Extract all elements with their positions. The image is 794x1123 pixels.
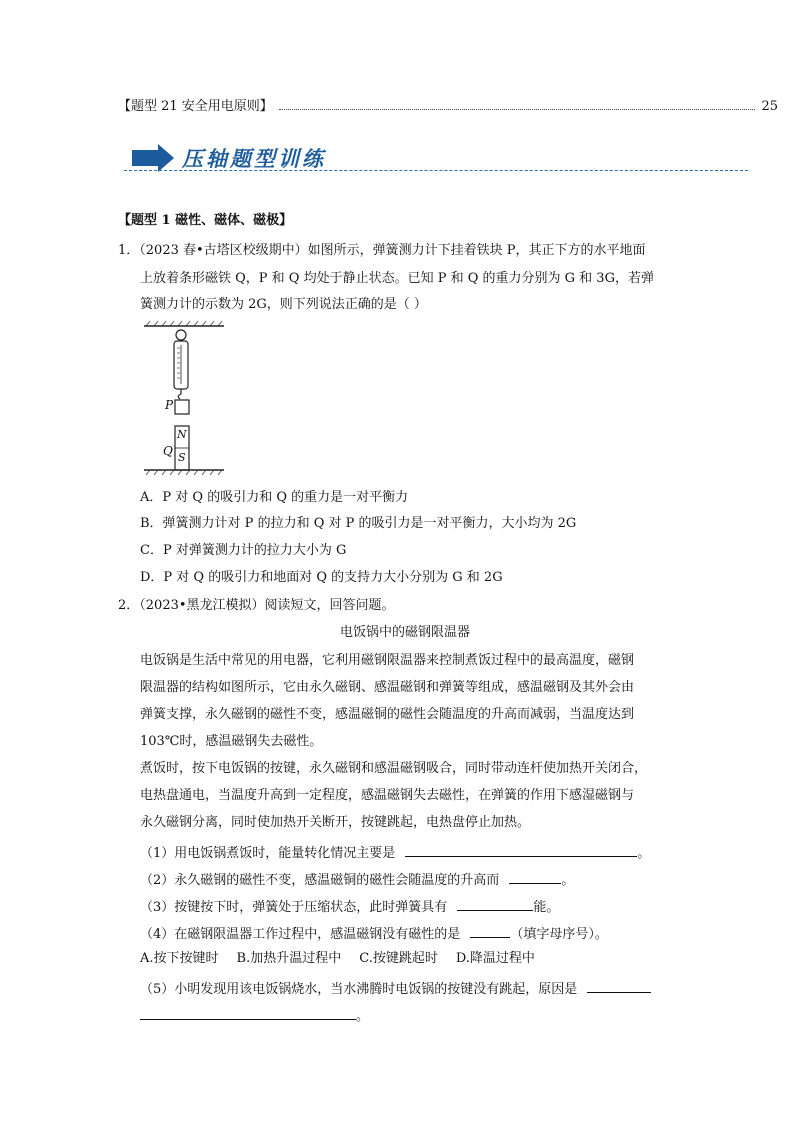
toc-page-number: 25 [761, 99, 778, 114]
q2-sub3-text: （3）按键按下时，弹簧处于压缩状态，此时弹簧具有 [140, 900, 448, 915]
q2-sub4-option-a: A.按下按键时 [140, 951, 219, 966]
q2-intro: 2．（2023•黑龙江模拟）阅读短文，回答问题。 [118, 598, 395, 613]
q2-sub2 [140, 869, 574, 890]
q2-sub3-end: 能。 [533, 900, 560, 915]
toc-entry: 【题型 21 安全用电原则】 [118, 99, 273, 114]
q2-sub3-answer-blank[interactable] [457, 896, 533, 911]
q2-sub1-answer-blank[interactable] [405, 842, 637, 857]
magnet-pole-n: N [177, 428, 187, 441]
q2-sub5-answer-blank-1[interactable] [587, 978, 651, 993]
toc-leader-dots [279, 109, 756, 110]
q2-para2-line-3: 永久磁钢分离，同时使加热开关断开，按键跳起，电热盘停止加热。 [140, 815, 531, 830]
q2-sub4-end: （填字母序号）。 [510, 927, 608, 942]
q2-sub4-option-b: B.加热升温过程中 [236, 951, 342, 966]
q2-sub4-option-c: C.按键跳起时 [359, 951, 438, 966]
q1-option-d: D．P 对 Q 的吸引力和地面对 Q 的支持力大小分别为 G 和 2G [140, 570, 503, 585]
banner-divider [124, 170, 748, 171]
q2-sub3 [140, 896, 559, 917]
q2-sub5-answer-blank-2[interactable] [140, 1005, 356, 1020]
q2-sub5-continued [140, 1005, 369, 1026]
q1-option-b: B．弹簧测力计对 P 的拉力和 Q 对 P 的吸引力是一对平衡力，大小均为 2G [140, 516, 577, 531]
q2-para2-line-1: 煮饭时，按下电饭锅的按键，永久磁钢和感温磁钢吸合，同时带动连杆使加热开关闭合， [140, 761, 648, 776]
q2-sub4-text: （4）在磁钢限温器工作过程中，感温磁钢没有磁性的是 [140, 927, 461, 942]
q2-sub4-options [140, 950, 535, 968]
q1-option-c: C．P 对弹簧测力计的拉力大小为 G [140, 543, 347, 558]
q2-sub2-answer-blank[interactable] [509, 869, 561, 884]
q2-para1-line-3: 弹簧支撑，永久磁钢的磁性不变，感温磁铜的磁性会随温度的升高而减弱，当温度达到 [140, 707, 635, 722]
q2-sub1-end: 。 [637, 846, 651, 861]
figure-label-q: Q [163, 444, 173, 458]
q1-stem-line-2: 上放着条形磁铁 Q，P 和 Q 均处于静止状态。已知 P 和 Q 的重力分别为 G 和 3G，若弹 [140, 271, 654, 286]
q2-para1-line-4: 103℃时，感温磁钢失去磁性。 [140, 734, 323, 749]
q2-para2-line-2: 电热盘通电，当温度升高到一定程度，感温磁钢失去磁性，在弹簧的作用下感湿磁钢与 [140, 788, 635, 803]
q2-sub2-text: （2）永久磁钢的磁性不变，感温磁铜的磁性会随温度的升高而 [140, 873, 500, 888]
q2-sub4-option-d: D.降温过程中 [455, 951, 535, 966]
q1-option-a: A．P 对 Q 的吸引力和 Q 的重力是一对平衡力 [140, 490, 409, 505]
q1-stem-line-1: 1．（2023 春•古塔区校级期中）如图所示，弹簧测力计下挂着铁块 P，其正下方的水平地面 [118, 243, 646, 258]
q2-sub2-end: 。 [561, 873, 575, 888]
q2-sub4 [140, 923, 608, 944]
q2-sub1 [140, 842, 650, 863]
q2-sub4-answer-blank[interactable] [470, 923, 510, 938]
section-heading: 【题型 1 磁性、磁体、磁极】 [118, 213, 293, 228]
q2-sub5 [140, 978, 651, 999]
magnet-pole-s: S [178, 451, 186, 464]
q2-sub5-text: （5）小明发现用该电饭锅烧水，当水沸腾时电饭锅的按键没有跳起，原因是 [140, 982, 578, 997]
q2-para1-line-2: 限温器的结构如图所示，它由永久磁钢、感温磁钢和弹簧等组成，感温磁钢及其外会由 [140, 680, 635, 695]
q2-sub5-end: 。 [356, 1009, 370, 1024]
q1-stem-line-3: 簧测力计的示数为 2G，则下列说法正确的是（ ） [140, 297, 427, 312]
figure-label-p: P [165, 398, 174, 412]
q2-para1-line-1: 电饭锅是生活中常见的用电器，它利用磁钢限温器来控制煮饭过程中的最高温度，磁钢 [140, 653, 635, 668]
toc-line [118, 96, 778, 114]
banner-title: 压轴题型训练 [182, 146, 326, 171]
q2-sub1-text: （1）用电饭锅煮饭时，能量转化情况主要是 [140, 846, 396, 861]
q2-passage-title: 电饭锅中的磁钢限温器 [340, 625, 471, 640]
